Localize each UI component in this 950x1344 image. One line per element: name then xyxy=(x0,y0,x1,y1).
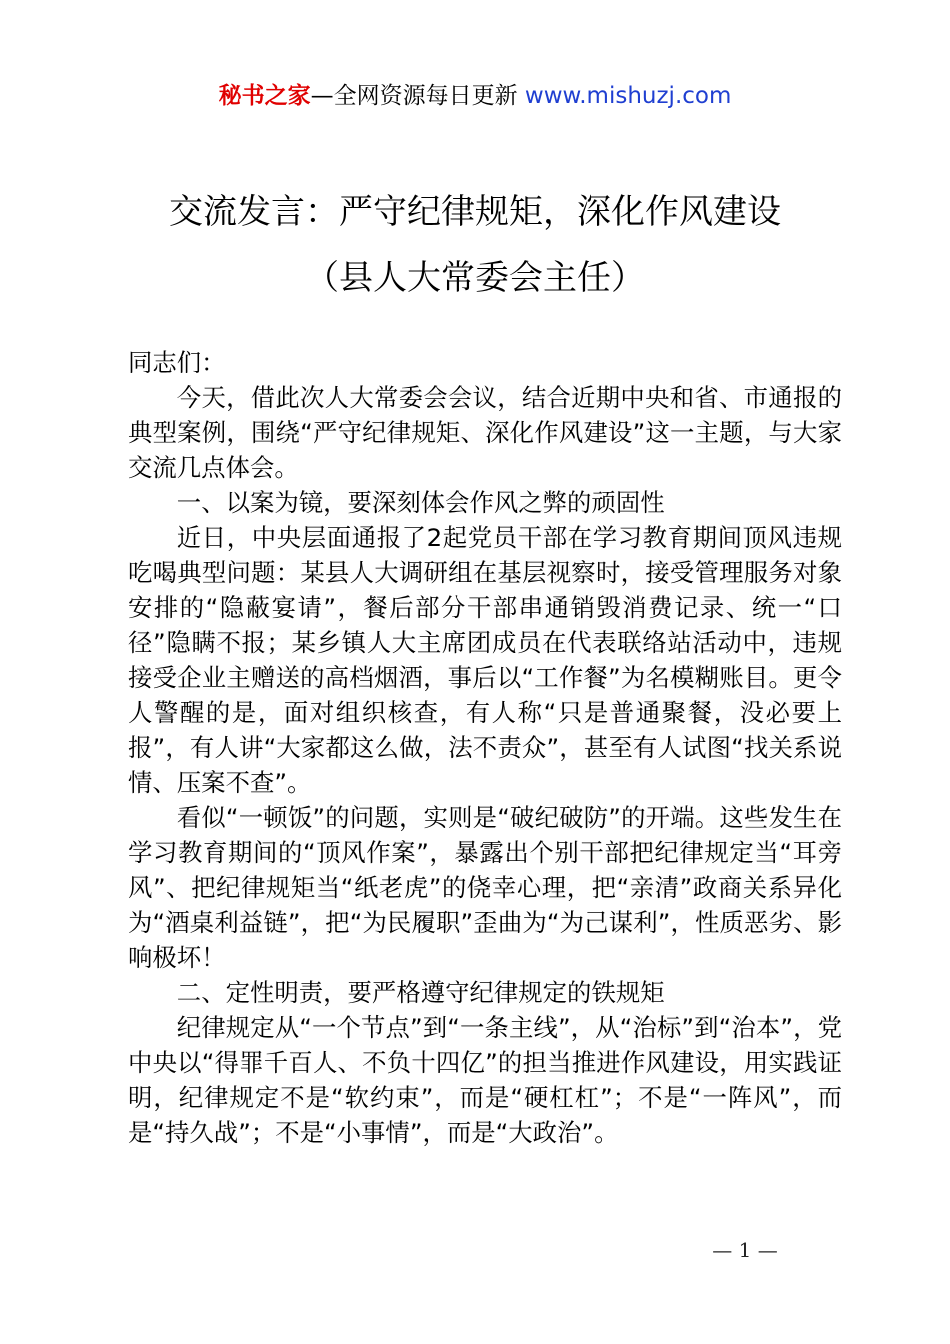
document-body xyxy=(128,345,842,1150)
site-banner xyxy=(0,80,950,112)
paragraph-analysis: 看似“一顿饭”的问题，实则是“破纪破防”的开端。这些发生在学习教育期间的“顶风作案”，暴露出个别干部把纪律规定当“耳旁风”、把纪律规矩当“纸老虎”的侥幸心理，把“亲清”政商关系异化为“酒桌利益链”，把“为民履职”歪曲为“为己谋利”，性质恶劣、影响极坏！ xyxy=(128,803,842,972)
page-number: — 1 — xyxy=(712,1238,778,1262)
document-subtitle: （县人大常委会主任） xyxy=(305,258,645,298)
site-brand-name: 秘书之家 xyxy=(218,83,311,109)
salutation: 同志们： xyxy=(128,348,226,377)
paragraph-discipline: 纪律规定从“一个节点”到“一条主线”，从“治标”到“治本”，党中央以“得罪千百人、不负十四亿”的担当推进作风建设，用实践证明，纪律规定不是“软约束”，而是“硬杠杠”；不是“一阵风”，而是“持久战”；不是“小事情”，而是“大政治”。 xyxy=(128,1013,842,1147)
section-heading-2: 二、定性明责，要严格遵守纪律规定的铁规矩 xyxy=(176,978,665,1007)
paragraph-case-report: 近日，中央层面通报了2起党员干部在学习教育期间顶风违规吃喝典型问题：某县人大调研组在基层视察时，接受管理服务对象安排的“隐蔽宴请”，餐后部分干部串通销毁消费记录、统一“口径”隐瞒不报；某乡镇人大主席团成员在代表联络站活动中，违规接受企业主赠送的高档烟酒，事后以“工作餐”为名模糊账目。更令人警醒的是，面对组织核查，有人称“只是普通聚餐，没必要上报”，有人讲“大家都这么做，法不责众”，甚至有人试图“找关系说情、压案不查”。 xyxy=(128,523,842,797)
document-title: 交流发言：严守纪律规矩，深化作风建设 xyxy=(169,192,781,232)
site-url-link[interactable]: www.mishuzj.com xyxy=(524,83,732,109)
site-tagline: —全网资源每日更新 xyxy=(310,83,518,109)
section-heading-1: 一、以案为镜，要深刻体会作风之弊的顽固性 xyxy=(176,488,665,517)
paragraph-intro: 今天，借此次人大常委会会议，结合近期中央和省、市通报的典型案例，围绕“严守纪律规矩、深化作风建设”这一主题，与大家交流几点体会。 xyxy=(128,383,842,482)
